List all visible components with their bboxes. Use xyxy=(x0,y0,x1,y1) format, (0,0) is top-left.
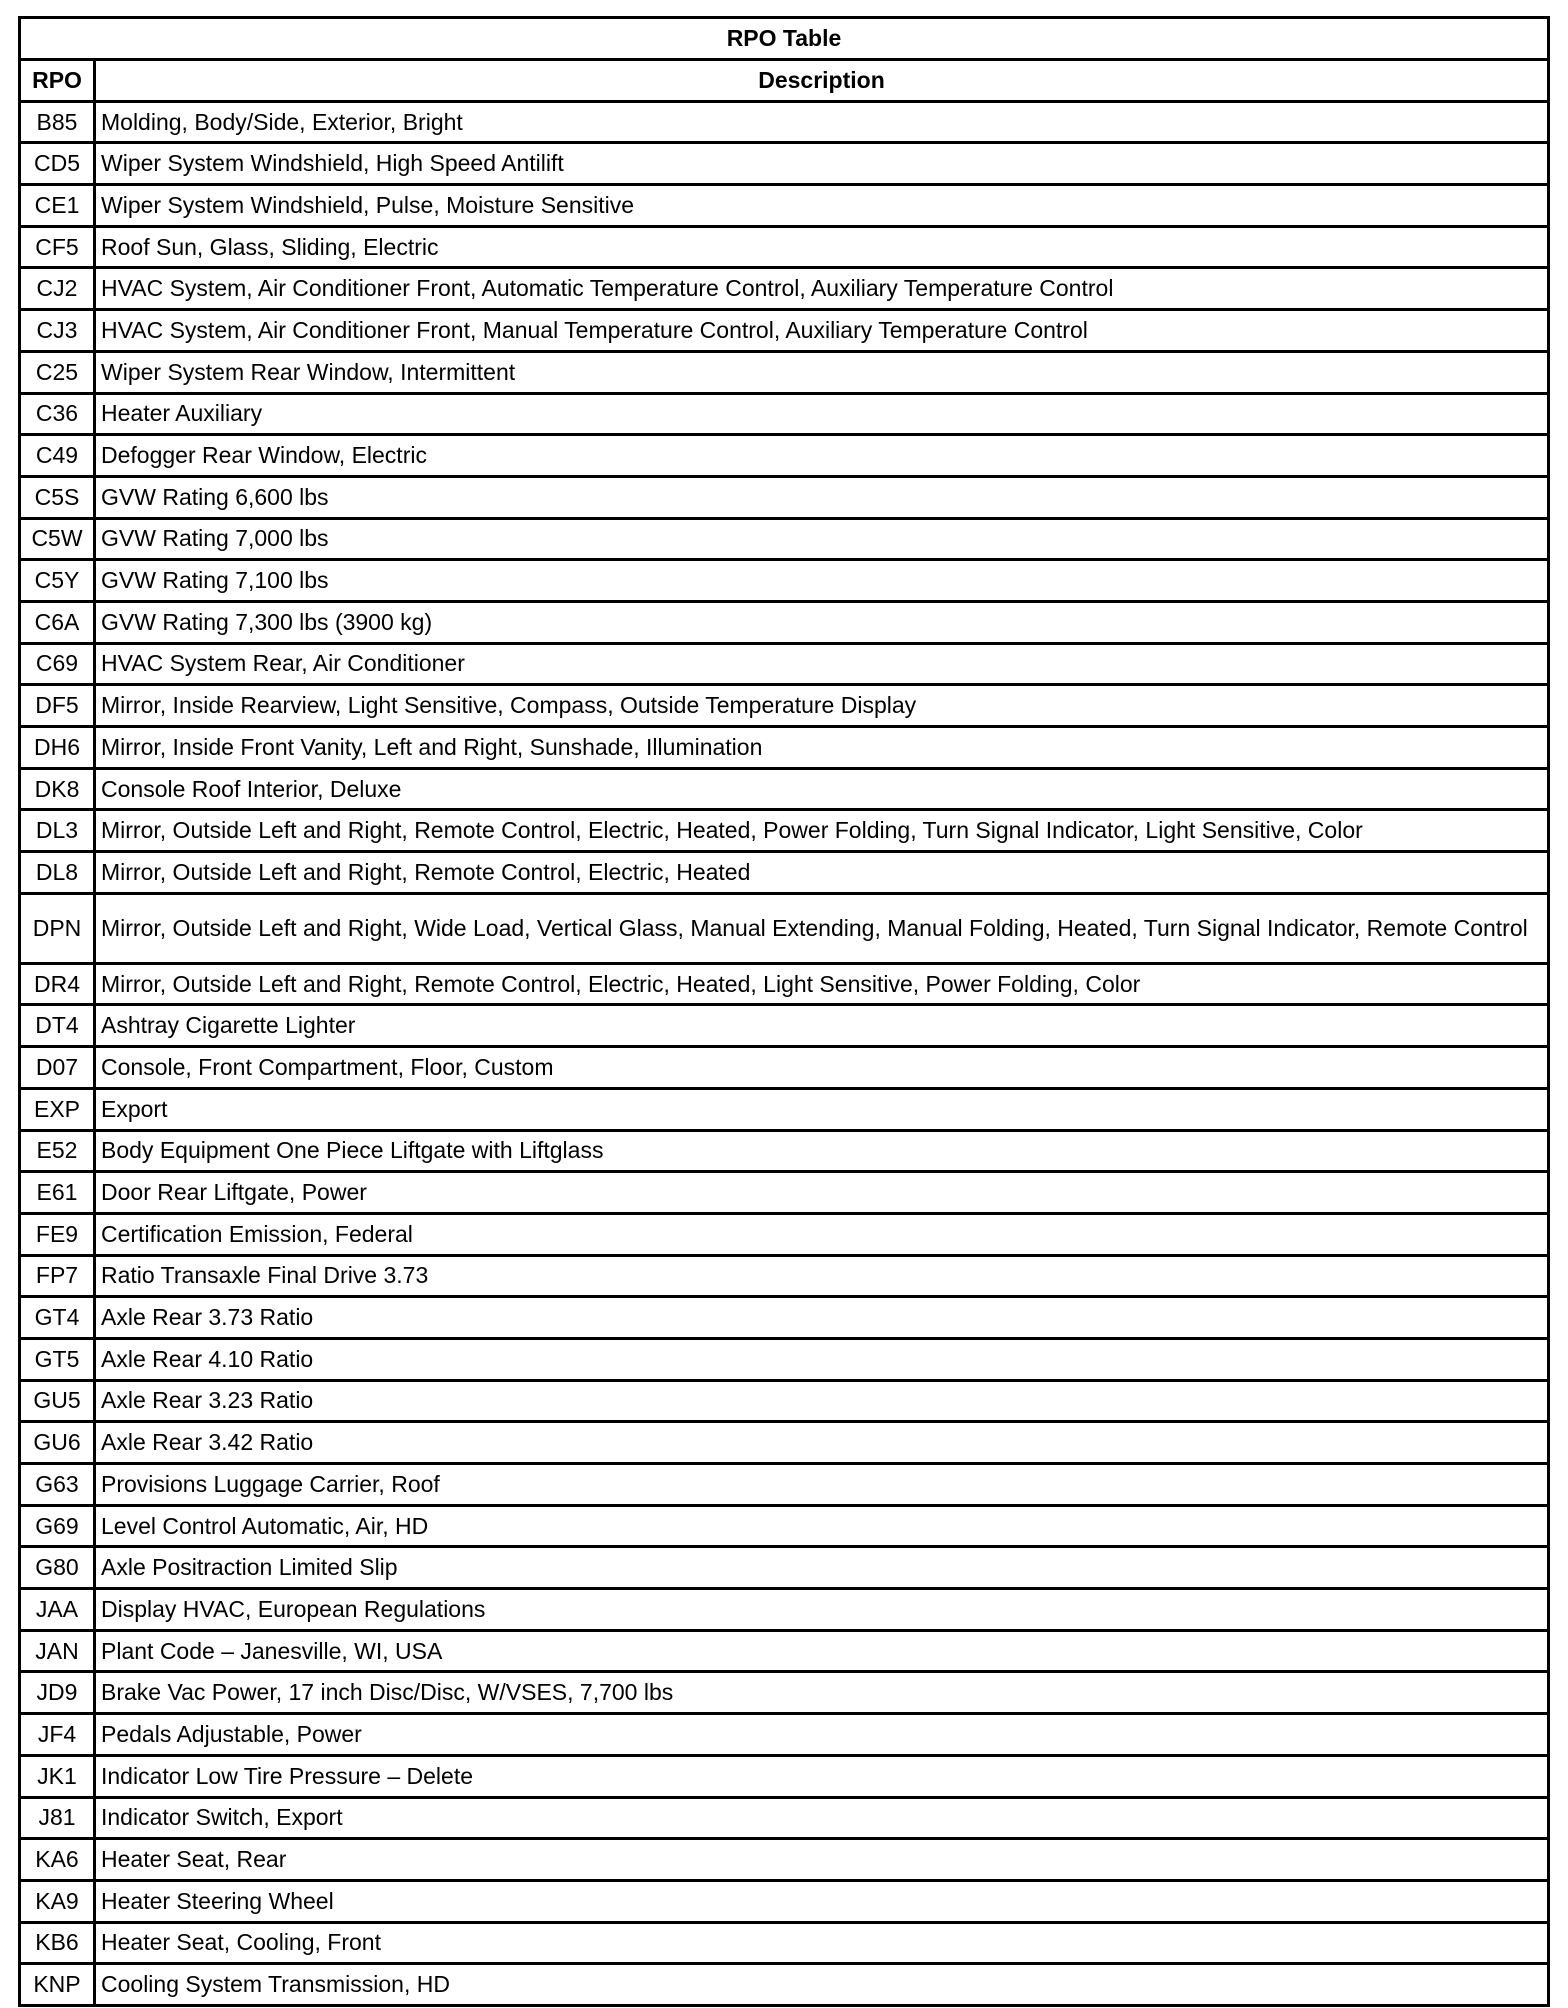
table-row xyxy=(20,1464,1549,1506)
rpo-code-cell: CJ3 xyxy=(20,310,95,352)
rpo-description-cell: Wiper System Windshield, High Speed Antilift xyxy=(95,143,1549,185)
rpo-code-cell: JK1 xyxy=(20,1755,95,1797)
rpo-description-cell: Cooling System Transmission, HD xyxy=(95,1964,1549,2006)
rpo-description-cell: Export xyxy=(95,1088,1549,1130)
rpo-description-cell: HVAC System, Air Conditioner Front, Manual Temperature Control, Auxiliary Temperature Control xyxy=(95,310,1549,352)
table-row xyxy=(20,1630,1549,1672)
rpo-code-cell: CF5 xyxy=(20,226,95,268)
rpo-description-cell: Brake Vac Power, 17 inch Disc/Disc, W/VSES, 7,700 lbs xyxy=(95,1672,1549,1714)
rpo-code-cell: KB6 xyxy=(20,1922,95,1964)
rpo-code-cell: DH6 xyxy=(20,727,95,769)
rpo-description-cell: Body Equipment One Piece Liftgate with Liftglass xyxy=(95,1130,1549,1172)
rpo-code-cell: DL3 xyxy=(20,810,95,852)
table-row xyxy=(20,1714,1549,1756)
rpo-code-cell: C5S xyxy=(20,476,95,518)
table-row xyxy=(20,1172,1549,1214)
table-row xyxy=(20,518,1549,560)
rpo-code-cell: KNP xyxy=(20,1964,95,2006)
rpo-description-cell: Ashtray Cigarette Lighter xyxy=(95,1005,1549,1047)
rpo-code-cell: DF5 xyxy=(20,685,95,727)
table-row xyxy=(20,1839,1549,1881)
rpo-table xyxy=(18,16,1550,2007)
rpo-code-cell: DPN xyxy=(20,893,95,963)
rpo-description-cell: Axle Rear 3.73 Ratio xyxy=(95,1297,1549,1339)
rpo-code-cell: GU5 xyxy=(20,1380,95,1422)
table-header-row xyxy=(20,60,1549,102)
rpo-code-cell: DT4 xyxy=(20,1005,95,1047)
rpo-description-cell: Mirror, Inside Rearview, Light Sensitive, Compass, Outside Temperature Display xyxy=(95,685,1549,727)
rpo-code-cell: DR4 xyxy=(20,963,95,1005)
table-row xyxy=(20,768,1549,810)
rpo-description-cell: Indicator Switch, Export xyxy=(95,1797,1549,1839)
rpo-description-cell: Heater Steering Wheel xyxy=(95,1880,1549,1922)
rpo-description-cell: GVW Rating 7,000 lbs xyxy=(95,518,1549,560)
rpo-description-cell: GVW Rating 7,300 lbs (3900 kg) xyxy=(95,601,1549,643)
table-row xyxy=(20,1047,1549,1089)
rpo-description-cell: GVW Rating 7,100 lbs xyxy=(95,560,1549,602)
rpo-description-cell: Roof Sun, Glass, Sliding, Electric xyxy=(95,226,1549,268)
rpo-code-cell: EXP xyxy=(20,1088,95,1130)
rpo-description-cell: Heater Seat, Cooling, Front xyxy=(95,1922,1549,1964)
table-row xyxy=(20,963,1549,1005)
rpo-description-cell: Mirror, Inside Front Vanity, Left and Right, Sunshade, Illumination xyxy=(95,727,1549,769)
table-row xyxy=(20,1797,1549,1839)
rpo-code-cell: KA6 xyxy=(20,1839,95,1881)
table-row xyxy=(20,1338,1549,1380)
rpo-description-cell: Heater Auxiliary xyxy=(95,393,1549,435)
rpo-code-cell: FE9 xyxy=(20,1213,95,1255)
table-row xyxy=(20,185,1549,227)
rpo-description-cell: Axle Rear 4.10 Ratio xyxy=(95,1338,1549,1380)
table-row xyxy=(20,1005,1549,1047)
table-row xyxy=(20,893,1549,963)
rpo-code-cell: G69 xyxy=(20,1505,95,1547)
table-row xyxy=(20,1755,1549,1797)
rpo-description-cell: Heater Seat, Rear xyxy=(95,1839,1549,1881)
rpo-description-cell: Wiper System Windshield, Pulse, Moisture Sensitive xyxy=(95,185,1549,227)
table-row xyxy=(20,727,1549,769)
rpo-description-cell: Axle Positraction Limited Slip xyxy=(95,1547,1549,1589)
rpo-code-cell: CE1 xyxy=(20,185,95,227)
rpo-code-cell: CJ2 xyxy=(20,268,95,310)
table-row xyxy=(20,1130,1549,1172)
rpo-code-cell: JF4 xyxy=(20,1714,95,1756)
table-row xyxy=(20,1672,1549,1714)
rpo-code-cell: G80 xyxy=(20,1547,95,1589)
rpo-description-cell: Indicator Low Tire Pressure – Delete xyxy=(95,1755,1549,1797)
rpo-description-cell: Mirror, Outside Left and Right, Remote Control, Electric, Heated, Power Folding, Turn Signal Indicator, Light Sensitive, Color xyxy=(95,810,1549,852)
rpo-description-cell: Door Rear Liftgate, Power xyxy=(95,1172,1549,1214)
table-row xyxy=(20,560,1549,602)
rpo-description-cell: Display HVAC, European Regulations xyxy=(95,1589,1549,1631)
table-body xyxy=(20,101,1549,2005)
table-row xyxy=(20,143,1549,185)
rpo-code-cell: C49 xyxy=(20,435,95,477)
table-row xyxy=(20,1922,1549,1964)
table-row xyxy=(20,1255,1549,1297)
table-row xyxy=(20,1088,1549,1130)
rpo-code-cell: JAA xyxy=(20,1589,95,1631)
rpo-description-cell: Axle Rear 3.23 Ratio xyxy=(95,1380,1549,1422)
table-row xyxy=(20,810,1549,852)
table-row xyxy=(20,1422,1549,1464)
rpo-description-cell: GVW Rating 6,600 lbs xyxy=(95,476,1549,518)
rpo-description-cell: Molding, Body/Side, Exterior, Bright xyxy=(95,101,1549,143)
rpo-code-cell: C36 xyxy=(20,393,95,435)
column-header-description: Description xyxy=(95,60,1549,102)
table-row xyxy=(20,643,1549,685)
rpo-code-cell: GU6 xyxy=(20,1422,95,1464)
table-row xyxy=(20,1964,1549,2006)
rpo-description-cell: Mirror, Outside Left and Right, Remote Control, Electric, Heated, Light Sensitive, Power Folding, Color xyxy=(95,963,1549,1005)
rpo-code-cell: C6A xyxy=(20,601,95,643)
rpo-code-cell: J81 xyxy=(20,1797,95,1839)
rpo-description-cell: Mirror, Outside Left and Right, Remote Control, Electric, Heated xyxy=(95,852,1549,894)
rpo-code-cell: GT4 xyxy=(20,1297,95,1339)
table-title-row xyxy=(20,18,1549,60)
rpo-description-cell: Console Roof Interior, Deluxe xyxy=(95,768,1549,810)
rpo-code-cell: DL8 xyxy=(20,852,95,894)
rpo-code-cell: G63 xyxy=(20,1464,95,1506)
table-row xyxy=(20,476,1549,518)
rpo-description-cell: Wiper System Rear Window, Intermittent xyxy=(95,351,1549,393)
rpo-description-cell: Defogger Rear Window, Electric xyxy=(95,435,1549,477)
rpo-description-cell: Ratio Transaxle Final Drive 3.73 xyxy=(95,1255,1549,1297)
table-row xyxy=(20,393,1549,435)
table-row xyxy=(20,685,1549,727)
table-row xyxy=(20,268,1549,310)
rpo-code-cell: D07 xyxy=(20,1047,95,1089)
rpo-code-cell: E52 xyxy=(20,1130,95,1172)
rpo-description-cell: HVAC System Rear, Air Conditioner xyxy=(95,643,1549,685)
rpo-code-cell: C5Y xyxy=(20,560,95,602)
table-row xyxy=(20,852,1549,894)
rpo-description-cell: Mirror, Outside Left and Right, Wide Load, Vertical Glass, Manual Extending, Manual Folding, Heated, Turn Signal Indicator, Remote Control xyxy=(95,893,1549,963)
rpo-description-cell: Pedals Adjustable, Power xyxy=(95,1714,1549,1756)
table-row xyxy=(20,1213,1549,1255)
rpo-code-cell: KA9 xyxy=(20,1880,95,1922)
rpo-description-cell: Plant Code – Janesville, WI, USA xyxy=(95,1630,1549,1672)
table-row xyxy=(20,101,1549,143)
rpo-code-cell: C69 xyxy=(20,643,95,685)
column-header-rpo: RPO xyxy=(20,60,95,102)
rpo-code-cell: B85 xyxy=(20,101,95,143)
rpo-code-cell: JD9 xyxy=(20,1672,95,1714)
rpo-description-cell: Axle Rear 3.42 Ratio xyxy=(95,1422,1549,1464)
table-row xyxy=(20,1380,1549,1422)
rpo-code-cell: C5W xyxy=(20,518,95,560)
table-row xyxy=(20,1505,1549,1547)
table-row xyxy=(20,1297,1549,1339)
table-title: RPO Table xyxy=(20,18,1549,60)
table-row xyxy=(20,1547,1549,1589)
rpo-description-cell: Certification Emission, Federal xyxy=(95,1213,1549,1255)
table-row xyxy=(20,351,1549,393)
table-row xyxy=(20,1589,1549,1631)
rpo-description-cell: Provisions Luggage Carrier, Roof xyxy=(95,1464,1549,1506)
table-row xyxy=(20,310,1549,352)
rpo-code-cell: E61 xyxy=(20,1172,95,1214)
table-row xyxy=(20,601,1549,643)
rpo-code-cell: JAN xyxy=(20,1630,95,1672)
rpo-code-cell: GT5 xyxy=(20,1338,95,1380)
rpo-description-cell: Console, Front Compartment, Floor, Custom xyxy=(95,1047,1549,1089)
rpo-code-cell: FP7 xyxy=(20,1255,95,1297)
rpo-code-cell: C25 xyxy=(20,351,95,393)
rpo-code-cell: CD5 xyxy=(20,143,95,185)
rpo-description-cell: Level Control Automatic, Air, HD xyxy=(95,1505,1549,1547)
rpo-code-cell: DK8 xyxy=(20,768,95,810)
table-row xyxy=(20,226,1549,268)
rpo-description-cell: HVAC System, Air Conditioner Front, Automatic Temperature Control, Auxiliary Temperature Control xyxy=(95,268,1549,310)
table-row xyxy=(20,435,1549,477)
table-row xyxy=(20,1880,1549,1922)
